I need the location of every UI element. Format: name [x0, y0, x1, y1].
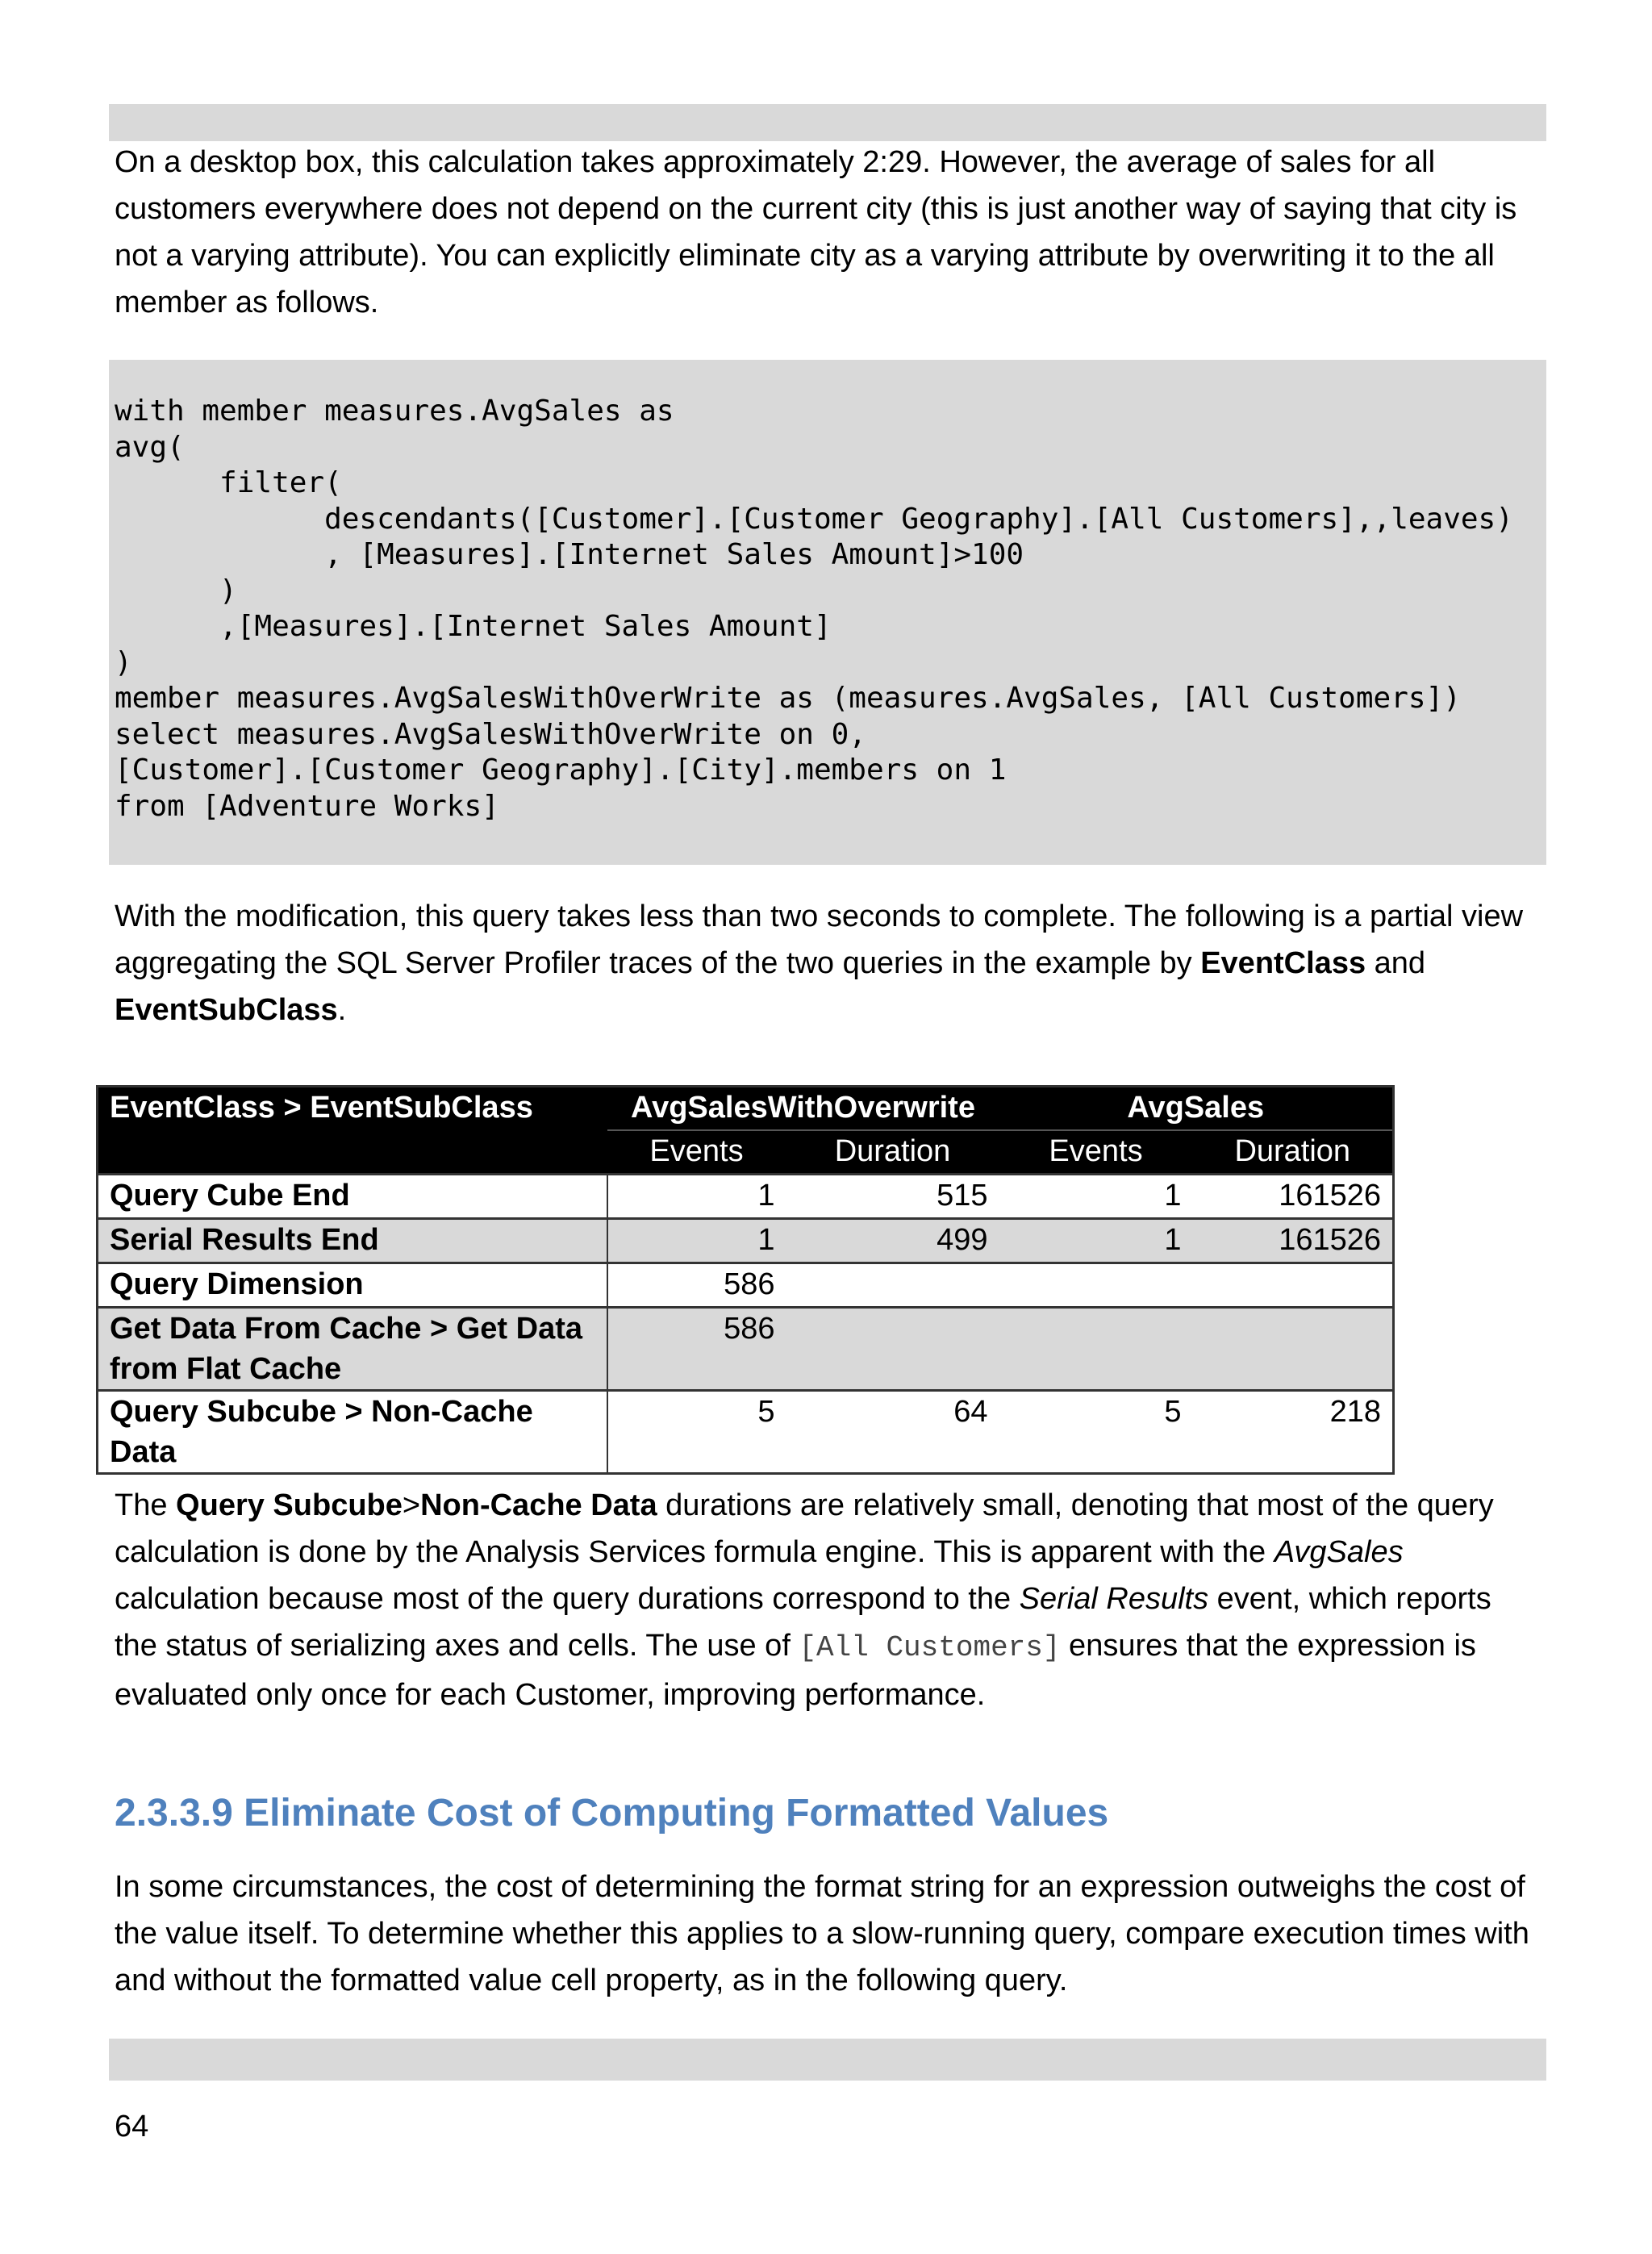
text-span: . [337, 993, 347, 1027]
analysis-paragraph [115, 1482, 1542, 1718]
cell-events: 586 [607, 1263, 786, 1308]
italic-avgsales: AvgSales [1274, 1535, 1404, 1569]
row-label: Serial Results End [98, 1219, 607, 1263]
bold-eventsubclass: EventSubClass [115, 993, 338, 1027]
subheader-duration: Duration [1193, 1130, 1394, 1175]
bold-non-cache-data: Non-Cache Data [420, 1488, 657, 1522]
text-span: ensures that the expression is evaluated only once for each Customer, improving performance. [115, 1629, 1476, 1712]
subheader-duration: Duration [786, 1130, 999, 1175]
mdx-query: with member measures.AvgSales as avg( filter( descendants([Customer].[Customer Geography].[All Customers],,leaves) , [Measures].[Internet Sales Amount]>100 ) ,[Measures].[Internet Sales Amount] ) member measures.AvgSalesWithOverWrite as (measures.AvgSales, [All Customers]) select measures.AvgSalesWithOverWrite on 0, [Customer].[Customer Geography].[City].members on 1 from [Adventure Works] [115, 394, 1513, 823]
inline-code-all-customers: [All Customers] [799, 1631, 1061, 1664]
text-span: With the modification, this query takes less than two seconds to complete. The following is a partial view aggregating the SQL Server Profiler traces of the two queries in the example by [115, 900, 1524, 980]
table-row [98, 1308, 1394, 1391]
cell-events: 5 [999, 1391, 1193, 1474]
cell-duration: 515 [786, 1175, 999, 1219]
row-label: Query Dimension [98, 1263, 607, 1308]
modification-paragraph [115, 893, 1542, 1033]
header-eventclass: EventClass > EventSubClass [98, 1087, 607, 1175]
cell-events: 1 [607, 1219, 786, 1263]
cell-events: 1 [999, 1219, 1193, 1263]
text-span: The [115, 1488, 177, 1522]
row-label: Query Cube End [98, 1175, 607, 1219]
cell-events: 1 [607, 1175, 786, 1219]
intro-paragraph: On a desktop box, this calculation takes approximately 2:29. However, the average of sales for all customers everywhere does not depend on the current city (this is just another way of saying that city is not a varying attribute). You can explicitly eliminate city as a varying attribute by overwriting it to the all member as follows. [115, 145, 1517, 319]
header-group-avgsales: AvgSales [999, 1087, 1394, 1131]
row-label: Get Data From Cache > Get Data from Flat Cache [98, 1308, 607, 1391]
code-block-start [109, 2039, 1546, 2081]
subheader-events: Events [999, 1130, 1193, 1175]
header-group-avgsaleswithoverwrite: AvgSalesWithOverwrite [607, 1087, 999, 1131]
section-paragraph: In some circumstances, the cost of determining the format string for an expression outweighs the cost of the value itself. To determine whether this applies to a slow-running query, compare execution times with and without the formatted value cell property, as in the following query. [115, 1870, 1529, 1997]
table-row [98, 1175, 1394, 1219]
bold-eventclass: EventClass [1200, 946, 1366, 980]
cell-events [999, 1263, 1193, 1308]
page-number: 64 [115, 2110, 149, 2143]
text-span: durations are relatively small, denoting that most of the query calculation is done by the Analysis Services formula engine. This is apparent with the [115, 1488, 1494, 1569]
cell-duration: 218 [1193, 1391, 1394, 1474]
code-block-tail [109, 104, 1546, 141]
cell-duration [1193, 1308, 1394, 1391]
table-row [98, 1391, 1394, 1474]
cell-events: 586 [607, 1308, 786, 1391]
cell-duration: 161526 [1193, 1175, 1394, 1219]
text-span: event, which reports the status of serializing axes and cells. The use of [115, 1582, 1491, 1663]
profiler-trace-table [96, 1085, 1395, 1475]
cell-duration [786, 1263, 999, 1308]
cell-events: 1 [999, 1175, 1193, 1219]
italic-serial-results: Serial Results [1019, 1582, 1209, 1616]
cell-duration [786, 1308, 999, 1391]
bold-query-subcube: Query Subcube [176, 1488, 403, 1522]
table-row [98, 1263, 1394, 1308]
cell-duration: 161526 [1193, 1219, 1394, 1263]
cell-duration [1193, 1263, 1394, 1308]
section-heading: 2.3.3.9 Eliminate Cost of Computing Formatted Values [115, 1792, 1109, 1835]
cell-duration: 499 [786, 1219, 999, 1263]
table-row [98, 1219, 1394, 1263]
subheader-events: Events [607, 1130, 786, 1175]
cell-duration: 64 [786, 1391, 999, 1474]
code-block [109, 360, 1546, 865]
cell-events: 5 [607, 1391, 786, 1474]
text-span: calculation because most of the query durations correspond to the [115, 1582, 1020, 1616]
text-span: and [1366, 946, 1426, 980]
cell-events [999, 1308, 1193, 1391]
row-label: Query Subcube > Non-Cache Data [98, 1391, 607, 1474]
text-span: > [402, 1488, 421, 1522]
